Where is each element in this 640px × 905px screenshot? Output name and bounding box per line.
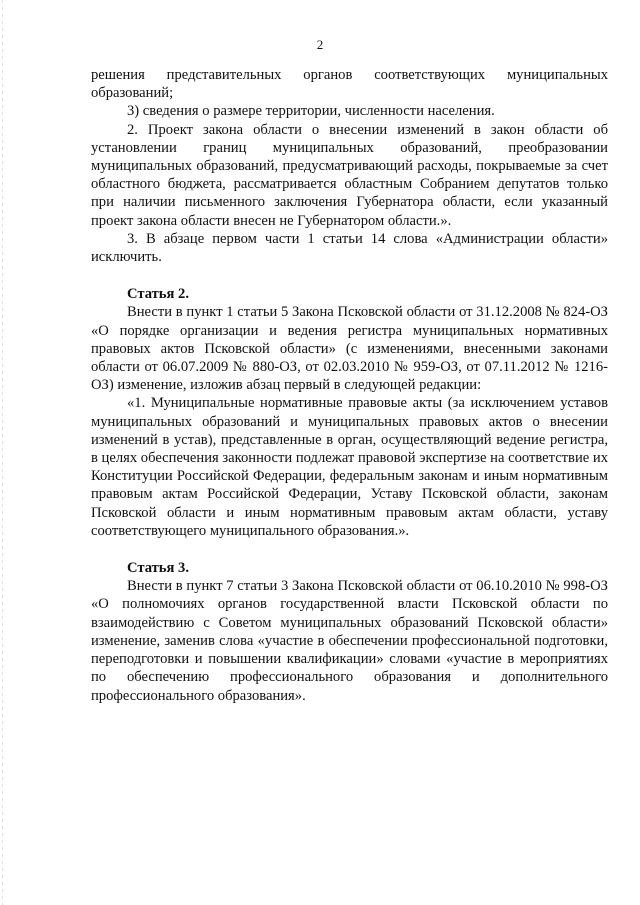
page-number: 2 <box>316 37 324 52</box>
article-3-paragraph: Внести в пункт 7 статьи 3 Закона Псковской области от 06.10.2010 № 998-ОЗ «О полномочиях органов государственной власти Псковской области по взаимодействию с Советом муниципальных образований Псковской области» изменение, заменив слова «участие в обеспечении профессиональной подготовки, переподготовки и повышении квалификации» словами «участие в мероприятиях по обеспечению профессионального образования и дополнительного профессионального образования». <box>91 578 608 704</box>
scan-edge-artifact <box>2 0 3 905</box>
paragraph-amendment-3: 3. В абзаце первом части 1 статьи 14 слова «Администрации области» исключить. <box>91 230 608 266</box>
article-2-paragraph: Внести в пункт 1 статьи 5 Закона Псковской области от 31.12.2008 № 824-ОЗ «О порядке организации и ведения регистра муниципальных нормативных правовых актов Псковской области» (с изменениями, внесенными законами области от 06.07.2009 № 880-ОЗ, от 02.03.2010 № 959-ОЗ, от 07.11.2012 № 1216-ОЗ) изменение, изложив абзац первый в следующей редакции: <box>91 304 608 394</box>
spacer <box>91 540 608 559</box>
article-2-title: Статья 2. <box>127 286 189 303</box>
document-body <box>91 66 608 705</box>
paragraph-item-3: 3) сведения о размере территории, численности населения. <box>127 103 495 120</box>
paragraph-part-2: 2. Проект закона области о внесении изменений в закон области об установлении границ муниципальных образований, преобразовании муниципальных образований, предусматривающий расходы, покрываемые за счет областного бюджета, рассматривается областным Собранием депутатов только при наличии письменного заключения Губернатора области, если указанный проект закона области внесен не Губернатором области.». <box>91 121 608 229</box>
article-2-quoted-paragraph: «1. Муниципальные нормативные правовые акты (за исключением уставов муниципальных образований и муниципальных правовых актов о внесении изменений в устав), представленные в орган, осуществляющий ведение регистра, в целях обеспечения законности подлежат правовой экспертизе на соответствие их Конституции Российской Федерации, федеральным законам и иным нормативным правовым актам Российской Федерации, Уставу Псковской области, законам Псковской области и иным нормативным правовым актам области, уставу соответствующего муниципального образования.». <box>91 395 608 539</box>
spacer <box>91 266 608 285</box>
paragraph-continuation: решения представительных органов соответствующих муниципальных образований; <box>91 67 608 102</box>
article-3-title: Статья 3. <box>127 560 189 577</box>
